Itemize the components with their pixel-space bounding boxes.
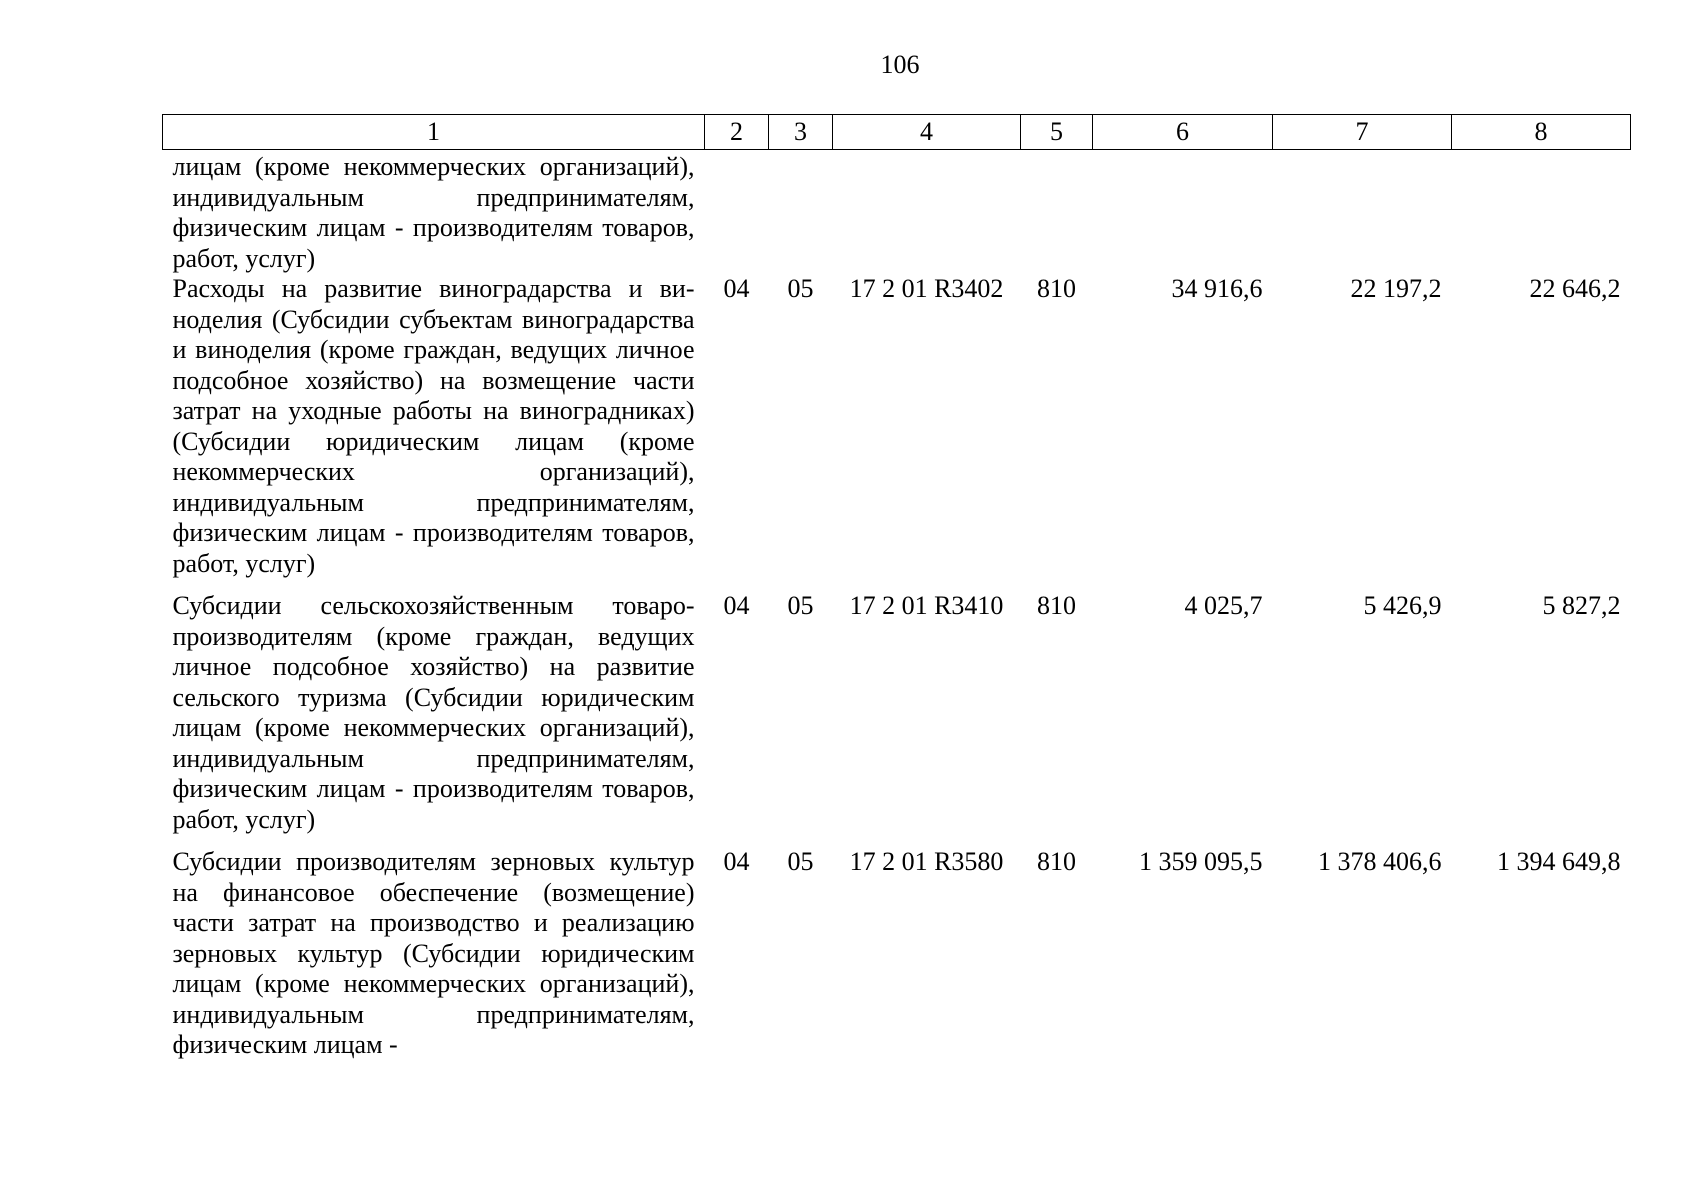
table-row (163, 150, 1631, 275)
column-header-1: 1 (163, 115, 705, 150)
row-expense-type: 810 (1037, 274, 1076, 303)
table-header (163, 115, 1631, 150)
row-description: Субсидии производителям зерновых культур на финансовое обеспечение (возмещение) части затрат на производство и реализацию зерновых культур (Субсидии юридическим лицам (кроме некоммерческих организаций), индивидуальным предпринимателям, физическим лицам - (172, 847, 695, 1059)
budget-table (162, 114, 1631, 1061)
row-subsection: 05 (787, 847, 814, 876)
row-section: 04 (723, 274, 750, 303)
column-header-4: 4 (833, 115, 1021, 150)
table-row (163, 591, 1631, 847)
column-header-8: 8 (1452, 115, 1631, 150)
row-expense-type: 810 (1037, 591, 1076, 620)
row-amount-col8: 22 646,2 (1529, 274, 1621, 303)
row-subsection: 05 (787, 274, 814, 303)
column-header-7: 7 (1273, 115, 1452, 150)
row-target-article: 17 2 01 R3580 (849, 847, 1004, 876)
row-amount-col8: 5 827,2 (1542, 591, 1621, 620)
row-amount-col7: 5 426,9 (1363, 591, 1442, 620)
row-target-article: 17 2 01 R3410 (849, 591, 1004, 620)
table-row (163, 274, 1631, 591)
row-amount-col7: 1 378 406,6 (1318, 847, 1442, 876)
row-subsection: 05 (787, 591, 814, 620)
row-expense-type (1021, 150, 1093, 275)
row-section: 04 (723, 591, 750, 620)
row-target-article (833, 150, 1021, 275)
page-number: 106 (880, 50, 920, 79)
row-amount-col8: 1 394 649,8 (1497, 847, 1621, 876)
column-header-2: 2 (705, 115, 769, 150)
row-description: Субсидии сельскохозяйственным товаропроизводителям (кроме граждан, ведущих личное подсобное хозяйство) на развитие сельского туризма (Субсидии юридическим лицам (кроме некоммерческих организаций), индивидуальным предпринимателям, физическим лицам - производителям товаров, работ, услуг) (172, 591, 695, 834)
row-amount-col6: 4 025,7 (1184, 591, 1263, 620)
row-amount-col6: 34 916,6 (1171, 274, 1263, 303)
row-subsection (769, 150, 833, 275)
table-body (163, 150, 1631, 1061)
row-section: 04 (723, 847, 750, 876)
row-amount-col7 (1273, 150, 1452, 275)
row-amount-col8 (1452, 150, 1631, 275)
row-expense-type: 810 (1037, 847, 1076, 876)
table-row (163, 847, 1631, 1061)
column-header-3: 3 (769, 115, 833, 150)
row-description: Расходы на развитие виноградарства и виноделия (Субсидии субъектам виноградарства и виноделия (кроме граждан, ведущих личное подсобное хозяйство) на возмещение части затрат на уходные работы на виноградниках) (Субсидии юридическим лицам (кроме некоммерческих организаций), индивидуальным предпринимателям, физическим лицам - производителям товаров, работ, услуг) (172, 274, 695, 578)
column-header-6: 6 (1093, 115, 1273, 150)
header-row (163, 115, 1631, 150)
row-section (705, 150, 769, 275)
column-header-5: 5 (1021, 115, 1093, 150)
row-amount-col6: 1 359 095,5 (1139, 847, 1263, 876)
row-amount-col6 (1093, 150, 1273, 275)
row-amount-col7: 22 197,2 (1350, 274, 1442, 303)
row-description: лицам (кроме некоммерческих организаций), индивидуальным предпринимателям, физическим лицам - производителям товаров, работ, услуг) (172, 152, 695, 273)
row-target-article: 17 2 01 R3402 (849, 274, 1004, 303)
